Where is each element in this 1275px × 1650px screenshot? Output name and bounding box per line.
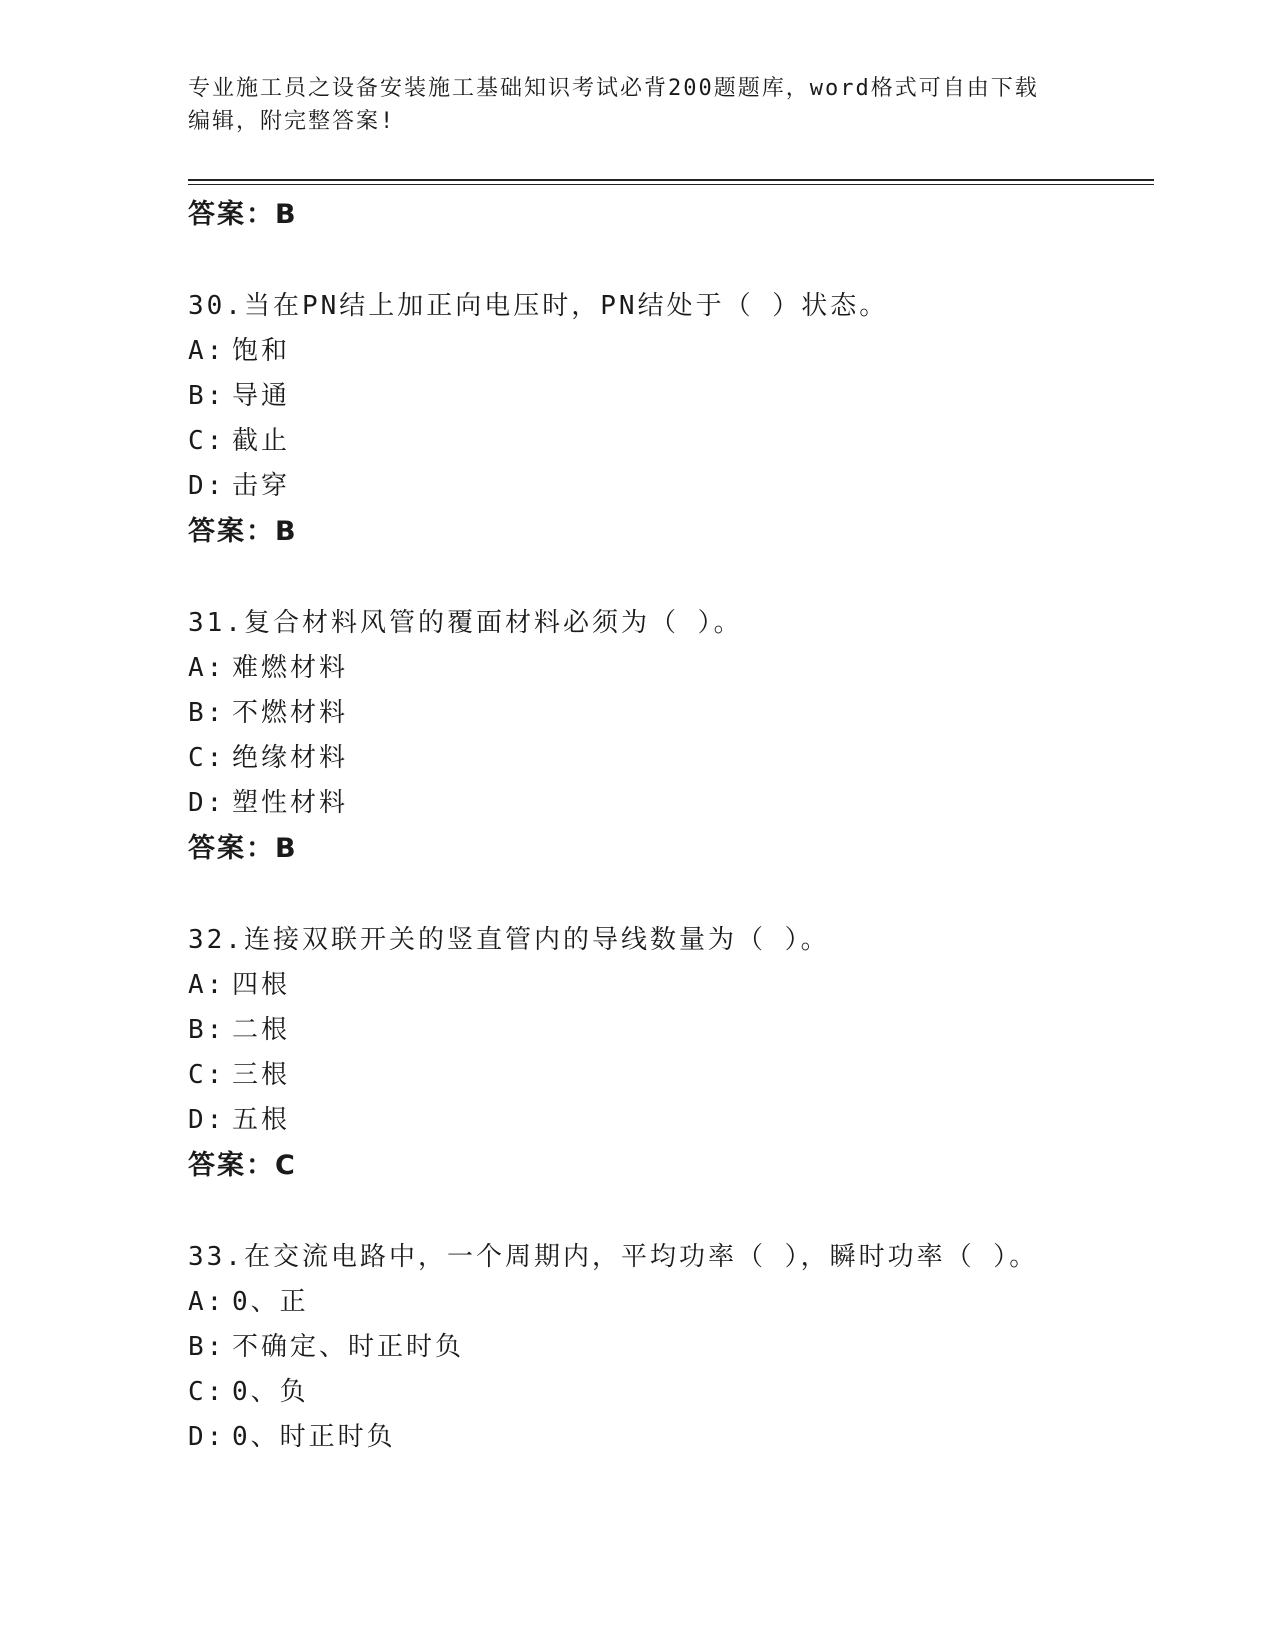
questions-container <box>188 283 1148 1460</box>
option-letter: D: <box>188 1105 226 1135</box>
answer-line <box>188 509 1148 555</box>
question-block <box>188 600 1148 872</box>
option-text: 0、正 <box>232 1287 309 1317</box>
option-text: 0、负 <box>232 1377 309 1407</box>
question-block <box>188 917 1148 1189</box>
option-letter: D: <box>188 1422 226 1452</box>
option-text: 0、时正时负 <box>232 1422 396 1452</box>
question-block <box>188 283 1148 555</box>
option-text: 导通 <box>232 381 291 411</box>
answer-option <box>188 691 1148 736</box>
answer-value: B <box>275 833 298 864</box>
answer-option <box>188 419 1148 464</box>
option-letter: B: <box>188 698 226 728</box>
header-line-2: 编辑，附完整答案! <box>188 109 396 134</box>
answer-value: B <box>275 516 298 547</box>
option-text: 五根 <box>232 1105 291 1135</box>
answer-option <box>188 329 1148 374</box>
answer-option <box>188 646 1148 691</box>
answer-line <box>188 1143 1148 1189</box>
question-list <box>188 192 1148 1460</box>
question-stem: 32.连接双联开关的竖直管内的导线数量为（ ）。 <box>188 925 830 955</box>
answer-value: B <box>275 199 298 230</box>
option-text: 击穿 <box>232 471 291 501</box>
answer-option <box>188 464 1148 509</box>
option-letter: D: <box>188 788 226 818</box>
option-letter: B: <box>188 1015 226 1045</box>
header-divider-thin <box>188 184 1154 185</box>
option-letter: A: <box>188 1287 226 1317</box>
answer-option <box>188 1370 1148 1415</box>
answer-option <box>188 781 1148 826</box>
option-text: 截止 <box>232 426 291 456</box>
option-text: 二根 <box>232 1015 291 1045</box>
answer-prefix: 答案： <box>188 516 275 547</box>
answer-option <box>188 1098 1148 1143</box>
option-letter: A: <box>188 970 226 1000</box>
question-stem: 31.复合材料风管的覆面材料必须为（ ）。 <box>188 608 743 638</box>
answer-option <box>188 1280 1148 1325</box>
option-letter: C: <box>188 426 226 456</box>
answer-option <box>188 1053 1148 1098</box>
option-text: 不燃材料 <box>232 698 349 728</box>
question-block <box>188 1234 1148 1460</box>
header-divider-thick <box>188 179 1154 181</box>
option-text: 塑性材料 <box>232 788 349 818</box>
answer-value: C <box>275 1150 297 1181</box>
page-header <box>188 72 1088 138</box>
answer-prefix: 答案： <box>188 833 275 864</box>
answer-option <box>188 374 1148 419</box>
option-letter: C: <box>188 1377 226 1407</box>
answer-option <box>188 963 1148 1008</box>
answer-option <box>188 1415 1148 1460</box>
option-text: 不确定、时正时负 <box>232 1332 465 1362</box>
option-letter: B: <box>188 1332 226 1362</box>
option-letter: A: <box>188 336 226 366</box>
answer-prefix: 答案： <box>188 1150 275 1181</box>
option-text: 绝缘材料 <box>232 743 349 773</box>
header-line-1: 专业施工员之设备安装施工基础知识考试必背200题题库，word格式可自由下载 <box>188 76 1039 101</box>
option-text: 三根 <box>232 1060 291 1090</box>
answer-line <box>188 826 1148 872</box>
answer-option <box>188 1008 1148 1053</box>
option-letter: B: <box>188 381 226 411</box>
question-stem: 30.当在PN结上加正向电压时，PN结处于（ ）状态。 <box>188 291 889 321</box>
answer-prefix: 答案： <box>188 199 275 230</box>
answer-option <box>188 1325 1148 1370</box>
option-text: 饱和 <box>232 336 291 366</box>
option-letter: A: <box>188 653 226 683</box>
option-letter: D: <box>188 471 226 501</box>
option-letter: C: <box>188 743 226 773</box>
answer-line <box>188 192 1148 238</box>
answer-option <box>188 736 1148 781</box>
question-stem: 33.在交流电路中，一个周期内，平均功率（ ），瞬时功率（ ）。 <box>188 1242 1039 1272</box>
option-letter: C: <box>188 1060 226 1090</box>
option-text: 四根 <box>232 970 291 1000</box>
option-text: 难燃材料 <box>232 653 349 683</box>
